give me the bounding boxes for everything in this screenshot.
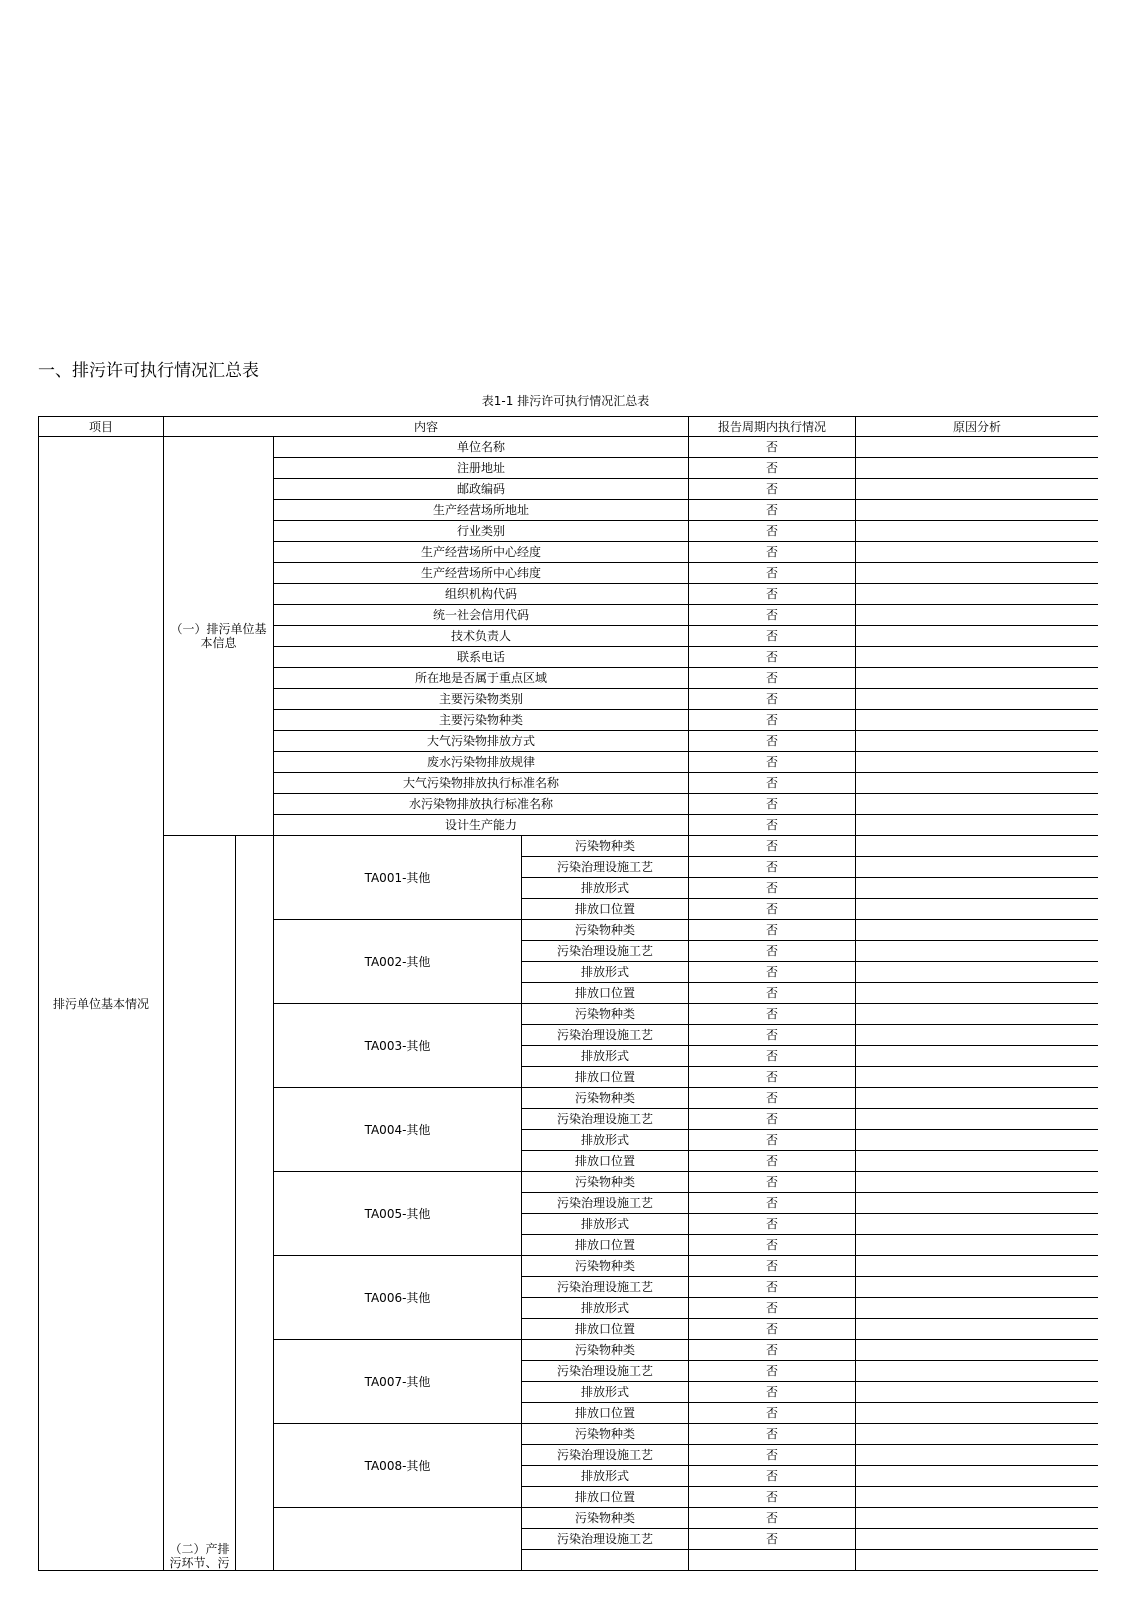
reason-cell — [856, 521, 1098, 542]
status-cell: 否 — [689, 794, 856, 815]
status-cell: 否 — [689, 1193, 856, 1214]
status-cell: 否 — [689, 458, 856, 479]
facility-item: 排放形式 — [522, 1130, 689, 1151]
facility-name: TA007-其他 — [274, 1340, 522, 1424]
status-cell: 否 — [689, 1466, 856, 1487]
status-cell: 否 — [689, 1025, 856, 1046]
reason-cell — [856, 458, 1098, 479]
status-cell: 否 — [689, 1256, 856, 1277]
facility-item: 排放口位置 — [522, 1067, 689, 1088]
section-title: 一、排污许可执行情况汇总表 — [38, 361, 259, 381]
content-cell: 大气污染物排放执行标准名称 — [274, 773, 689, 794]
reason-cell — [856, 962, 1098, 983]
summary-table — [38, 416, 1098, 1571]
status-cell: 否 — [689, 1319, 856, 1340]
reason-cell — [856, 920, 1098, 941]
table-header-row — [39, 417, 1099, 437]
content-cell: 组织机构代码 — [274, 584, 689, 605]
facility-name: TA001-其他 — [274, 836, 522, 920]
reason-cell — [856, 563, 1098, 584]
reason-cell — [856, 836, 1098, 857]
facility-item: 排放口位置 — [522, 899, 689, 920]
facility-name — [274, 1508, 522, 1571]
facility-item: 污染治理设施工艺 — [522, 1529, 689, 1550]
status-cell: 否 — [689, 710, 856, 731]
status-cell: 否 — [689, 1298, 856, 1319]
facility-item: 排放口位置 — [522, 1487, 689, 1508]
facility-item: 污染治理设施工艺 — [522, 941, 689, 962]
table-body — [39, 437, 1099, 1571]
content-cell: 技术负责人 — [274, 626, 689, 647]
reason-cell — [856, 857, 1098, 878]
reason-cell — [856, 899, 1098, 920]
subgroup-label: （一）排污单位基本信息 — [164, 437, 274, 836]
status-cell: 否 — [689, 1529, 856, 1550]
reason-cell — [856, 1256, 1098, 1277]
facility-item: 污染治理设施工艺 — [522, 857, 689, 878]
content-cell: 主要污染物种类 — [274, 710, 689, 731]
reason-cell — [856, 1487, 1098, 1508]
facility-item: 污染治理设施工艺 — [522, 1361, 689, 1382]
facility-item — [522, 1550, 689, 1571]
status-cell: 否 — [689, 500, 856, 521]
content-cell: 生产经营场所中心纬度 — [274, 563, 689, 584]
facility-item: 排放形式 — [522, 878, 689, 899]
status-cell — [689, 1550, 856, 1571]
reason-cell — [856, 1550, 1098, 1571]
reason-cell — [856, 941, 1098, 962]
status-cell: 否 — [689, 1361, 856, 1382]
header-status: 报告周期内执行情况 — [689, 417, 856, 437]
header-reason: 原因分析 — [856, 417, 1098, 437]
status-cell: 否 — [689, 521, 856, 542]
group-label: 排污单位基本情况 — [39, 437, 164, 1571]
reason-cell — [856, 710, 1098, 731]
status-cell: 否 — [689, 1151, 856, 1172]
status-cell: 否 — [689, 983, 856, 1004]
reason-cell — [856, 500, 1098, 521]
status-cell: 否 — [689, 815, 856, 836]
table-caption: 表1-1 排污许可执行情况汇总表 — [481, 394, 650, 408]
status-cell: 否 — [689, 584, 856, 605]
reason-cell — [856, 1298, 1098, 1319]
content-cell: 注册地址 — [274, 458, 689, 479]
summary-table-container — [38, 416, 1098, 1600]
reason-cell — [856, 1214, 1098, 1235]
facility-item: 污染物种类 — [522, 1256, 689, 1277]
reason-cell — [856, 584, 1098, 605]
reason-cell — [856, 542, 1098, 563]
reason-cell — [856, 1046, 1098, 1067]
reason-cell — [856, 1361, 1098, 1382]
content-cell: 设计生产能力 — [274, 815, 689, 836]
reason-cell — [856, 1466, 1098, 1487]
subgroup-label: （二）产排污环节、污 — [164, 836, 236, 1571]
facility-item: 污染物种类 — [522, 1004, 689, 1025]
content-cell: 单位名称 — [274, 437, 689, 458]
reason-cell — [856, 983, 1098, 1004]
content-cell: 废水污染物排放规律 — [274, 752, 689, 773]
facility-item: 污染物种类 — [522, 1424, 689, 1445]
reason-cell — [856, 1529, 1098, 1550]
status-cell: 否 — [689, 647, 856, 668]
content-cell: 水污染物排放执行标准名称 — [274, 794, 689, 815]
reason-cell — [856, 1424, 1098, 1445]
facility-item: 污染物种类 — [522, 1088, 689, 1109]
status-cell: 否 — [689, 1130, 856, 1151]
status-cell: 否 — [689, 1508, 856, 1529]
facility-item: 污染治理设施工艺 — [522, 1445, 689, 1466]
facility-item: 排放形式 — [522, 1466, 689, 1487]
status-cell: 否 — [689, 689, 856, 710]
facility-item: 排放形式 — [522, 1382, 689, 1403]
reason-cell — [856, 1445, 1098, 1466]
status-cell: 否 — [689, 1088, 856, 1109]
status-cell: 否 — [689, 1340, 856, 1361]
header-content: 内容 — [164, 417, 689, 437]
status-cell: 否 — [689, 1445, 856, 1466]
table-row — [39, 437, 1099, 458]
status-cell: 否 — [689, 731, 856, 752]
status-cell: 否 — [689, 1424, 856, 1445]
facility-item: 排放形式 — [522, 962, 689, 983]
status-cell: 否 — [689, 1382, 856, 1403]
status-cell: 否 — [689, 668, 856, 689]
facility-name: TA002-其他 — [274, 920, 522, 1004]
content-cell: 生产经营场所地址 — [274, 500, 689, 521]
status-cell: 否 — [689, 857, 856, 878]
facility-item: 污染物种类 — [522, 1172, 689, 1193]
facility-item: 排放口位置 — [522, 1319, 689, 1340]
status-cell: 否 — [689, 1172, 856, 1193]
reason-cell — [856, 1277, 1098, 1298]
facility-item: 污染治理设施工艺 — [522, 1277, 689, 1298]
reason-cell — [856, 731, 1098, 752]
content-cell: 统一社会信用代码 — [274, 605, 689, 626]
status-cell: 否 — [689, 941, 856, 962]
facility-item: 污染物种类 — [522, 836, 689, 857]
reason-cell — [856, 878, 1098, 899]
reason-cell — [856, 815, 1098, 836]
status-cell: 否 — [689, 626, 856, 647]
status-cell: 否 — [689, 1403, 856, 1424]
status-cell: 否 — [689, 542, 856, 563]
reason-cell — [856, 1025, 1098, 1046]
facility-name: TA006-其他 — [274, 1256, 522, 1340]
content-cell: 联系电话 — [274, 647, 689, 668]
reason-cell — [856, 1151, 1098, 1172]
status-cell: 否 — [689, 920, 856, 941]
status-cell: 否 — [689, 1046, 856, 1067]
facility-item: 排放形式 — [522, 1046, 689, 1067]
reason-cell — [856, 1109, 1098, 1130]
status-cell: 否 — [689, 1109, 856, 1130]
reason-cell — [856, 794, 1098, 815]
reason-cell — [856, 1235, 1098, 1256]
reason-cell — [856, 668, 1098, 689]
facility-item: 排放形式 — [522, 1298, 689, 1319]
reason-cell — [856, 1508, 1098, 1529]
facility-name: TA008-其他 — [274, 1424, 522, 1508]
reason-cell — [856, 689, 1098, 710]
reason-cell — [856, 1403, 1098, 1424]
status-cell: 否 — [689, 479, 856, 500]
facility-item: 污染治理设施工艺 — [522, 1025, 689, 1046]
reason-cell — [856, 1004, 1098, 1025]
content-cell: 所在地是否属于重点区域 — [274, 668, 689, 689]
facility-item: 污染物种类 — [522, 1508, 689, 1529]
reason-cell — [856, 479, 1098, 500]
reason-cell — [856, 1130, 1098, 1151]
status-cell: 否 — [689, 563, 856, 584]
status-cell: 否 — [689, 899, 856, 920]
reason-cell — [856, 647, 1098, 668]
content-cell: 主要污染物类别 — [274, 689, 689, 710]
facility-item: 排放口位置 — [522, 1151, 689, 1172]
facility-item: 排放形式 — [522, 1214, 689, 1235]
status-cell: 否 — [689, 1004, 856, 1025]
content-cell: 大气污染物排放方式 — [274, 731, 689, 752]
reason-cell — [856, 1088, 1098, 1109]
content-cell: 生产经营场所中心经度 — [274, 542, 689, 563]
reason-cell — [856, 437, 1098, 458]
facility-item: 排放口位置 — [522, 983, 689, 1004]
facility-name: TA004-其他 — [274, 1088, 522, 1172]
facility-name: TA003-其他 — [274, 1004, 522, 1088]
status-cell: 否 — [689, 773, 856, 794]
status-cell: 否 — [689, 1214, 856, 1235]
status-cell: 否 — [689, 437, 856, 458]
facility-item: 排放口位置 — [522, 1403, 689, 1424]
status-cell: 否 — [689, 1067, 856, 1088]
reason-cell — [856, 605, 1098, 626]
reason-cell — [856, 1193, 1098, 1214]
status-cell: 否 — [689, 836, 856, 857]
reason-cell — [856, 1340, 1098, 1361]
facility-item: 污染治理设施工艺 — [522, 1193, 689, 1214]
status-cell: 否 — [689, 1277, 856, 1298]
facility-item: 排放口位置 — [522, 1235, 689, 1256]
status-cell: 否 — [689, 1487, 856, 1508]
status-cell: 否 — [689, 605, 856, 626]
header-item: 项目 — [39, 417, 164, 437]
reason-cell — [856, 626, 1098, 647]
status-cell: 否 — [689, 962, 856, 983]
reason-cell — [856, 752, 1098, 773]
facility-item: 污染物种类 — [522, 920, 689, 941]
status-cell: 否 — [689, 752, 856, 773]
facility-item: 污染物种类 — [522, 1340, 689, 1361]
status-cell: 否 — [689, 1235, 856, 1256]
status-cell: 否 — [689, 878, 856, 899]
table-row — [39, 836, 1099, 857]
reason-cell — [856, 1067, 1098, 1088]
facility-name: TA005-其他 — [274, 1172, 522, 1256]
sub-column-cell — [236, 836, 274, 1571]
reason-cell — [856, 1382, 1098, 1403]
reason-cell — [856, 1319, 1098, 1340]
reason-cell — [856, 773, 1098, 794]
content-cell: 邮政编码 — [274, 479, 689, 500]
reason-cell — [856, 1172, 1098, 1193]
content-cell: 行业类别 — [274, 521, 689, 542]
facility-item: 污染治理设施工艺 — [522, 1109, 689, 1130]
